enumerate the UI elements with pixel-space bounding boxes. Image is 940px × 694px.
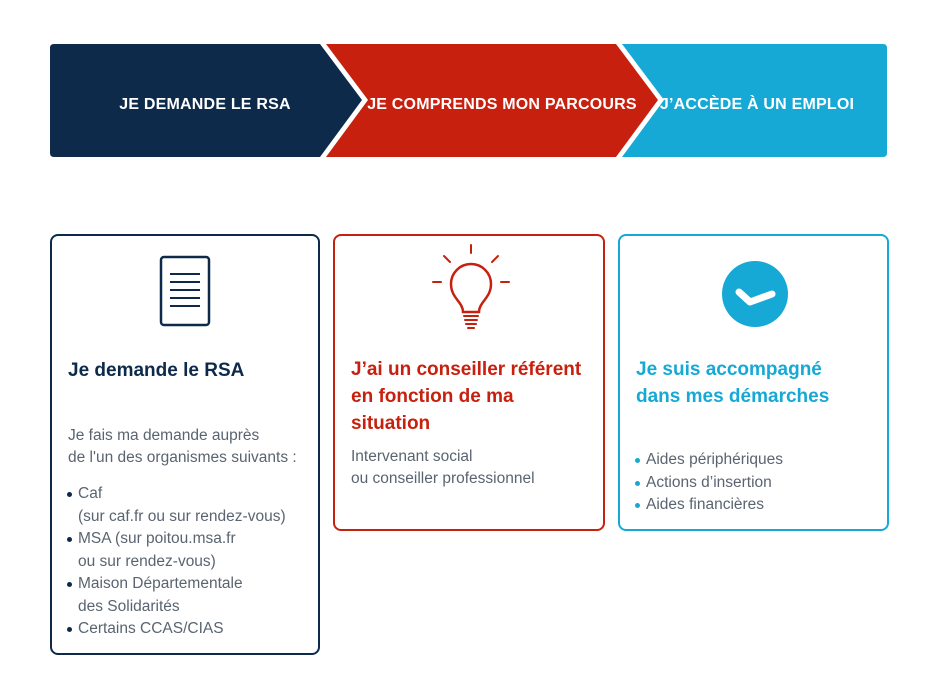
card-intro-line: de l'un des organismes suivants : [68, 449, 297, 466]
document-icon [158, 254, 212, 328]
step-3-label: J’ACCÈDE À UN EMPLOI [659, 96, 855, 113]
list-item-line: des Solidarités [78, 597, 180, 615]
list-item-line: Actions d’insertion [646, 473, 772, 491]
card-title-line: Je suis accompagné [636, 359, 822, 380]
step-2-label: JE COMPRENDS MON PARCOURS [367, 96, 637, 113]
list-item-line: Caf [78, 485, 103, 502]
list-item [634, 472, 783, 495]
card-demande-rsa [50, 234, 320, 655]
card-accompagnement [618, 234, 889, 531]
card-title-line: dans mes démarches [636, 386, 830, 407]
list-item-line: Aides financières [646, 496, 765, 513]
card-intro-line: ou conseiller professionnel [351, 470, 535, 487]
card-intro-line: Je fais ma demande auprès [68, 427, 260, 444]
list-item-line: MSA (sur poitou.msa.fr [78, 530, 236, 547]
support-list [634, 449, 783, 517]
card-intro [351, 446, 593, 490]
list-item [66, 528, 286, 573]
card-title-line: Je demande le RSA [68, 360, 245, 381]
list-item-line: Aides périphériques [646, 451, 784, 468]
checkmark-circle-icon [721, 260, 789, 328]
card-title [351, 356, 591, 437]
card-title [68, 357, 306, 384]
process-steps-banner [0, 0, 940, 200]
card-intro [68, 425, 308, 469]
list-item [66, 618, 286, 641]
step-1-label: JE DEMANDE LE RSA [119, 96, 291, 113]
card-intro-line: Intervenant social [351, 448, 473, 465]
list-item [66, 483, 286, 528]
list-item-line: ou sur rendez-vous) [78, 552, 216, 570]
card-title-line: en fonction de ma situation [351, 386, 514, 434]
card-title [636, 356, 875, 410]
list-item [634, 494, 783, 517]
organisms-list [66, 483, 286, 641]
list-item-line: Maison Départementale [78, 575, 243, 592]
list-item-line: (sur caf.fr ou sur rendez-vous) [78, 507, 286, 525]
list-item [66, 573, 286, 618]
list-item [634, 449, 783, 472]
list-item-line: Certains CCAS/CIAS [78, 620, 224, 637]
lightbulb-icon [431, 242, 511, 334]
card-title-line: J’ai un conseiller référent [351, 359, 582, 380]
card-conseiller-referent [333, 234, 605, 531]
